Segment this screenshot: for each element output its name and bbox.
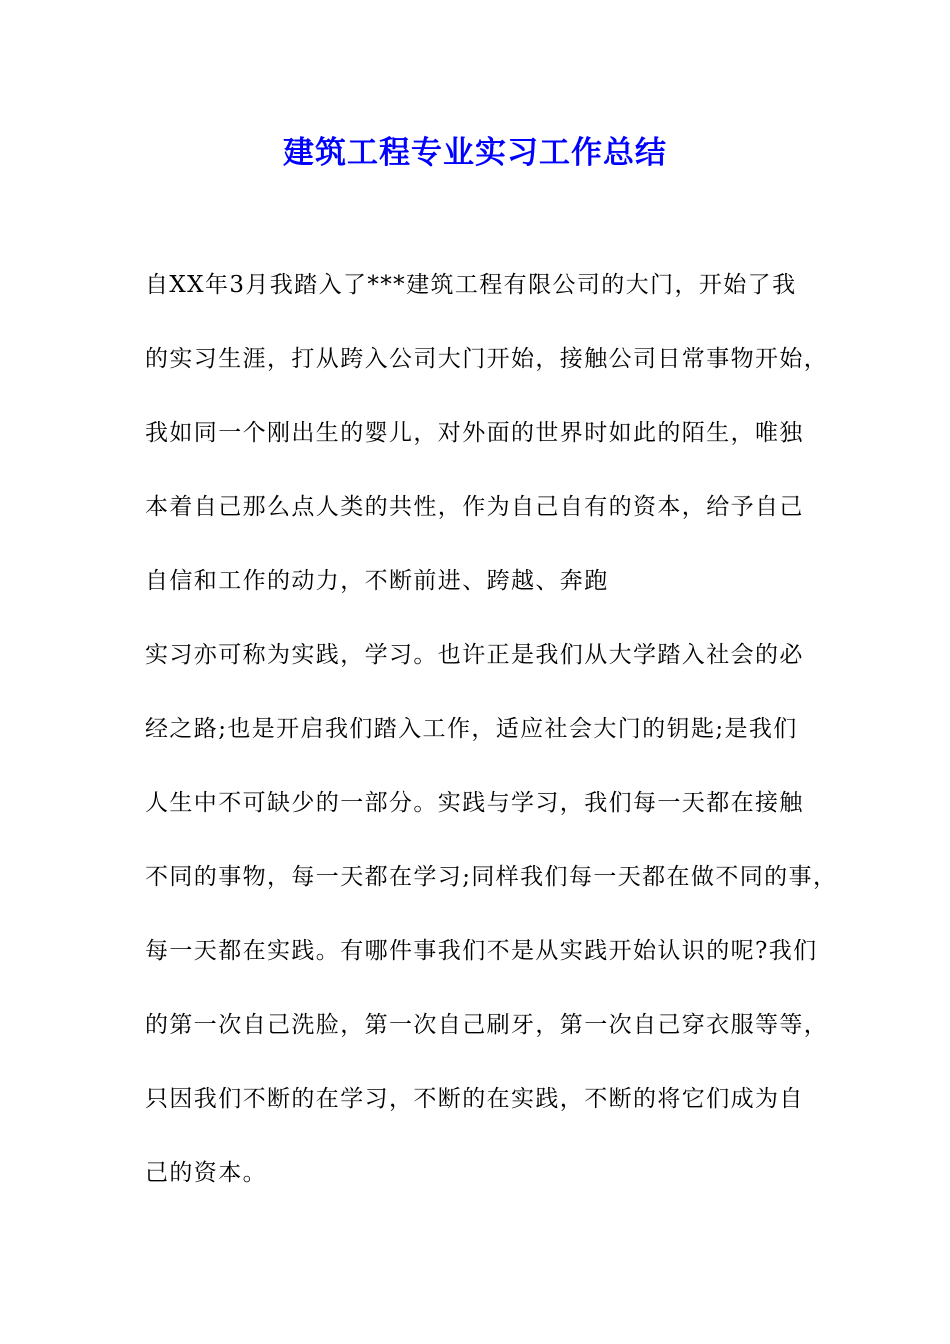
paragraph-line: 经之路;也是开启我们踏入工作，适应社会大门的钥匙;是我们 <box>145 716 798 742</box>
paragraph-1 <box>145 262 829 632</box>
paragraph-line: 实习亦可称为实践，学习。也许正是我们从大学踏入社会的必 <box>145 642 804 668</box>
paragraph-line: 自XX年3月我踏入了***建筑工程有限公司的大门，开始了我 <box>145 272 797 298</box>
paragraph-line: 自信和工作的动力，不断前进、跨越、奔跑 <box>145 568 609 594</box>
paragraph-line: 每一天都在实践。有哪件事我们不是从实践开始认识的呢?我们 <box>145 938 818 964</box>
paragraph-line: 本着自己那么点人类的共性，作为自己自有的资本，给予自己 <box>145 494 804 520</box>
paragraph-line: 己的资本。 <box>145 1160 267 1186</box>
paragraph-line: 不同的事物，每一天都在学习;同样我们每一天都在做不同的事， <box>145 864 838 890</box>
paragraph-line: 的实习生涯，打从跨入公司大门开始，接触公司日常事物开始， <box>145 346 829 372</box>
paragraph-line: 人生中不可缺少的一部分。实践与学习，我们每一天都在接触 <box>145 790 804 816</box>
paragraph-line: 的第一次自己洗脸，第一次自己刷牙，第一次自己穿衣服等等， <box>145 1012 829 1038</box>
paragraph-line: 我如同一个刚出生的婴儿，对外面的世界时如此的陌生，唯独 <box>145 420 804 446</box>
document-title: 建筑工程专业实习工作总结 <box>283 135 667 171</box>
paragraph-2 <box>145 632 838 1224</box>
paragraph-line: 只因我们不断的在学习，不断的在实践，不断的将它们成为自 <box>145 1086 804 1112</box>
document-body <box>145 262 838 1224</box>
